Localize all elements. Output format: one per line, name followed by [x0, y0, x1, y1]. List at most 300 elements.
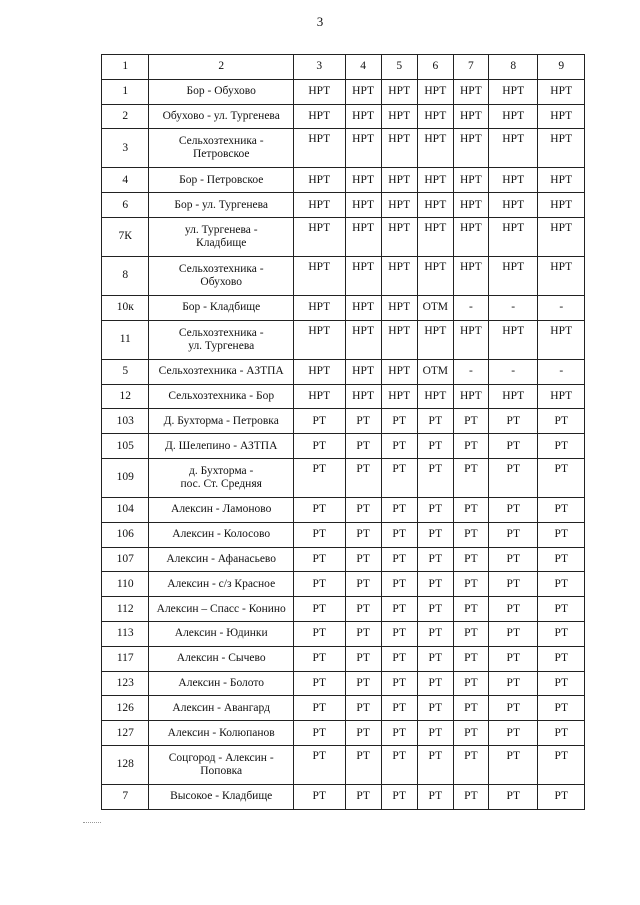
value-cell: РТ [417, 721, 453, 746]
route-name-cell [149, 547, 293, 572]
value-cell: РТ [293, 721, 345, 746]
route-name-cell [149, 409, 293, 434]
value-cell: НРТ [488, 104, 538, 129]
route-code-cell: 117 [102, 646, 149, 671]
value-cell: НРТ [345, 295, 381, 320]
table-row [102, 458, 585, 497]
route-code-cell: 103 [102, 409, 149, 434]
header-cell: 5 [381, 55, 417, 80]
value-cell: РТ [381, 458, 417, 497]
value-cell: РТ [538, 434, 585, 459]
value-cell: НРТ [345, 129, 381, 168]
value-cell: РТ [345, 409, 381, 434]
route-code-cell: 4 [102, 168, 149, 193]
route-code-cell: 10к [102, 295, 149, 320]
value-cell: НРТ [453, 384, 488, 409]
header-cell: 9 [538, 55, 585, 80]
value-cell: НРТ [345, 359, 381, 384]
value-cell: НРТ [488, 193, 538, 218]
page-number: 3 [316, 14, 324, 29]
value-cell: РТ [381, 409, 417, 434]
value-cell: НРТ [538, 79, 585, 104]
route-name-cell [149, 193, 293, 218]
value-cell: РТ [488, 696, 538, 721]
value-cell: РТ [488, 721, 538, 746]
route-code-cell: 109 [102, 458, 149, 497]
value-cell: РТ [488, 497, 538, 522]
value-cell: РТ [488, 434, 538, 459]
route-name-line: Петровское [192, 148, 250, 161]
value-cell: РТ [453, 646, 488, 671]
route-name-line: Алексин - Колюпанов [167, 726, 275, 739]
route-name-cell [149, 784, 293, 809]
route-name-cell [149, 320, 293, 359]
route-name-line: Сельхозтехника - Бор [168, 389, 275, 402]
route-code-cell: 127 [102, 721, 149, 746]
value-cell: РТ [538, 497, 585, 522]
value-cell: - [453, 295, 488, 320]
value-cell: РТ [538, 597, 585, 622]
route-code-cell: 5 [102, 359, 149, 384]
value-cell: РТ [417, 572, 453, 597]
value-cell: РТ [345, 434, 381, 459]
route-name-cell [149, 721, 293, 746]
value-cell: НРТ [417, 104, 453, 129]
value-cell: РТ [345, 696, 381, 721]
route-code-cell: 104 [102, 497, 149, 522]
value-cell: РТ [381, 671, 417, 696]
value-cell: НРТ [381, 320, 417, 359]
route-name-line: Сельхозтехника - [178, 262, 264, 275]
value-cell: РТ [453, 696, 488, 721]
value-cell: РТ [538, 409, 585, 434]
value-cell: РТ [381, 597, 417, 622]
value-cell: НРТ [345, 320, 381, 359]
route-name-line: Алексин - Авангард [172, 701, 270, 714]
route-name-line: Сельхозтехника - [178, 135, 264, 148]
value-cell: РТ [488, 409, 538, 434]
table-row [102, 359, 585, 384]
value-cell: РТ [488, 621, 538, 646]
route-name-line: Сельхозтехника - АЗТПА [158, 365, 284, 378]
value-cell: НРТ [538, 168, 585, 193]
route-code-cell: 3 [102, 129, 149, 168]
value-cell: РТ [453, 547, 488, 572]
value-cell: РТ [417, 671, 453, 696]
route-name-cell [149, 434, 293, 459]
header-cell: 1 [102, 55, 149, 80]
value-cell: РТ [293, 522, 345, 547]
value-cell: НРТ [488, 320, 538, 359]
value-cell: НРТ [417, 129, 453, 168]
value-cell: НРТ [293, 359, 345, 384]
value-cell: НРТ [417, 79, 453, 104]
scan-mark [83, 816, 101, 823]
value-cell: РТ [345, 784, 381, 809]
value-cell: РТ [293, 784, 345, 809]
value-cell: НРТ [381, 217, 417, 256]
routes-table [101, 54, 585, 810]
route-name-line: Обухово - ул. Тургенева [162, 109, 280, 122]
value-cell: НРТ [293, 129, 345, 168]
value-cell: РТ [538, 572, 585, 597]
table-row [102, 547, 585, 572]
value-cell: РТ [293, 497, 345, 522]
route-name-line: пос. Ст. Средняя [180, 477, 262, 490]
route-name-line: ул. Тургенева - [184, 223, 258, 236]
value-cell: РТ [345, 597, 381, 622]
value-cell: НРТ [453, 193, 488, 218]
route-name-line: ул. Тургенева [188, 339, 255, 352]
value-cell: РТ [293, 458, 345, 497]
value-cell: РТ [381, 646, 417, 671]
value-cell: НРТ [538, 256, 585, 295]
value-cell: НРТ [293, 295, 345, 320]
table-row [102, 597, 585, 622]
route-name-line: Алексин - Ламоново [171, 503, 272, 516]
route-name-line: Д. Шелепино - АЗТПА [165, 439, 278, 452]
value-cell: НРТ [417, 320, 453, 359]
route-code-cell: 11 [102, 320, 149, 359]
value-cell: РТ [345, 497, 381, 522]
value-cell: РТ [417, 547, 453, 572]
header-cell: 4 [345, 55, 381, 80]
value-cell: НРТ [417, 217, 453, 256]
value-cell: НРТ [453, 129, 488, 168]
header-cell: 7 [453, 55, 488, 80]
route-code-cell: 128 [102, 745, 149, 784]
table-row [102, 721, 585, 746]
value-cell: РТ [453, 671, 488, 696]
value-cell: НРТ [538, 129, 585, 168]
table-row [102, 522, 585, 547]
route-code-cell: 106 [102, 522, 149, 547]
route-name-cell [149, 359, 293, 384]
route-name-cell [149, 168, 293, 193]
value-cell: РТ [417, 646, 453, 671]
value-cell: - [453, 359, 488, 384]
value-cell: РТ [381, 721, 417, 746]
table-row [102, 217, 585, 256]
value-cell: РТ [417, 597, 453, 622]
value-cell: НРТ [381, 295, 417, 320]
value-cell: НРТ [381, 168, 417, 193]
table-row [102, 193, 585, 218]
value-cell: НРТ [381, 384, 417, 409]
route-code-cell: 126 [102, 696, 149, 721]
value-cell: НРТ [293, 104, 345, 129]
value-cell: РТ [381, 621, 417, 646]
value-cell: РТ [417, 409, 453, 434]
value-cell: НРТ [381, 129, 417, 168]
value-cell: РТ [538, 784, 585, 809]
value-cell: РТ [293, 621, 345, 646]
route-name-cell [149, 497, 293, 522]
route-name-line: Д. Бухторма - Петровка [163, 414, 279, 427]
value-cell: НРТ [381, 359, 417, 384]
value-cell: РТ [488, 522, 538, 547]
route-name-cell [149, 295, 293, 320]
route-name-cell [149, 621, 293, 646]
route-name-cell [149, 217, 293, 256]
value-cell: РТ [417, 458, 453, 497]
value-cell: НРТ [453, 79, 488, 104]
value-cell: РТ [453, 434, 488, 459]
table-row [102, 646, 585, 671]
value-cell: РТ [293, 646, 345, 671]
table-body [102, 55, 585, 810]
value-cell: РТ [381, 572, 417, 597]
table-row [102, 409, 585, 434]
value-cell: РТ [293, 597, 345, 622]
value-cell: НРТ [293, 217, 345, 256]
value-cell: РТ [293, 671, 345, 696]
route-name-line: Соцгород - Алексин - [168, 751, 274, 764]
route-name-line: Алексин - с/з Красное [167, 577, 276, 590]
value-cell: РТ [417, 696, 453, 721]
value-cell: НРТ [293, 384, 345, 409]
value-cell: НРТ [417, 384, 453, 409]
value-cell: РТ [538, 458, 585, 497]
value-cell: РТ [488, 458, 538, 497]
value-cell: РТ [453, 784, 488, 809]
value-cell: РТ [538, 621, 585, 646]
value-cell: РТ [345, 721, 381, 746]
route-code-cell: 1 [102, 79, 149, 104]
header-cell: 2 [149, 55, 293, 80]
table-row [102, 384, 585, 409]
value-cell: РТ [345, 621, 381, 646]
route-name-line: Бор - Петровское [179, 173, 264, 186]
value-cell: НРТ [538, 104, 585, 129]
route-code-cell: 2 [102, 104, 149, 129]
value-cell: РТ [538, 745, 585, 784]
route-code-cell: 7 [102, 784, 149, 809]
value-cell: НРТ [381, 79, 417, 104]
value-cell: РТ [453, 621, 488, 646]
route-code-cell: 107 [102, 547, 149, 572]
value-cell: НРТ [488, 256, 538, 295]
value-cell: - [538, 295, 585, 320]
route-name-line: Поповка [200, 764, 243, 777]
value-cell: НРТ [538, 384, 585, 409]
route-code-cell: 113 [102, 621, 149, 646]
value-cell: РТ [381, 784, 417, 809]
value-cell: НРТ [345, 256, 381, 295]
route-name-line: Алексин - Сычево [176, 652, 266, 665]
value-cell: РТ [453, 745, 488, 784]
route-name-cell [149, 79, 293, 104]
value-cell: РТ [293, 434, 345, 459]
value-cell: НРТ [345, 193, 381, 218]
value-cell: НРТ [345, 384, 381, 409]
route-code-cell: 105 [102, 434, 149, 459]
value-cell: НРТ [417, 193, 453, 218]
value-cell: НРТ [538, 193, 585, 218]
route-name-line: Бор - Обухово [186, 85, 256, 98]
route-name-cell [149, 129, 293, 168]
value-cell: НРТ [488, 79, 538, 104]
route-name-cell [149, 522, 293, 547]
route-name-line: Высокое - Кладбище [170, 790, 273, 803]
value-cell: РТ [417, 522, 453, 547]
route-name-line: Кладбище [196, 236, 247, 249]
value-cell: НРТ [453, 168, 488, 193]
route-name-line: Обухово [200, 275, 243, 288]
header-cell: 8 [488, 55, 538, 80]
value-cell: НРТ [453, 256, 488, 295]
value-cell: РТ [453, 522, 488, 547]
value-cell: РТ [417, 621, 453, 646]
value-cell: НРТ [381, 104, 417, 129]
route-code-cell: 7К [102, 217, 149, 256]
value-cell: ОТМ [417, 295, 453, 320]
value-cell: РТ [345, 646, 381, 671]
value-cell: НРТ [345, 168, 381, 193]
value-cell: РТ [381, 696, 417, 721]
route-name-cell [149, 597, 293, 622]
value-cell: РТ [381, 522, 417, 547]
value-cell: РТ [381, 547, 417, 572]
table-row [102, 320, 585, 359]
value-cell: НРТ [293, 320, 345, 359]
route-name-line: Алексин - Болото [178, 676, 265, 689]
value-cell: РТ [453, 458, 488, 497]
value-cell: РТ [538, 671, 585, 696]
value-cell: - [538, 359, 585, 384]
value-cell: НРТ [345, 104, 381, 129]
route-name-line: Алексин – Спасс - Конино [156, 602, 286, 615]
value-cell: НРТ [488, 168, 538, 193]
header-cell: 6 [417, 55, 453, 80]
table-row [102, 434, 585, 459]
route-name-cell [149, 384, 293, 409]
value-cell: ОТМ [417, 359, 453, 384]
route-name-cell [149, 104, 293, 129]
value-cell: РТ [453, 409, 488, 434]
route-code-cell: 112 [102, 597, 149, 622]
table-header-row [102, 55, 585, 80]
value-cell: - [488, 295, 538, 320]
table-row [102, 745, 585, 784]
value-cell: НРТ [293, 79, 345, 104]
route-name-line: Бор - Кладбище [182, 301, 261, 314]
value-cell: РТ [453, 597, 488, 622]
value-cell: РТ [488, 784, 538, 809]
table-row [102, 696, 585, 721]
route-name-line: Алексин - Юдинки [174, 627, 268, 640]
route-code-cell: 123 [102, 671, 149, 696]
value-cell: РТ [293, 572, 345, 597]
table-row [102, 79, 585, 104]
value-cell: РТ [417, 497, 453, 522]
value-cell: РТ [488, 646, 538, 671]
route-name-cell [149, 646, 293, 671]
table-row [102, 256, 585, 295]
value-cell: НРТ [488, 217, 538, 256]
route-code-cell: 110 [102, 572, 149, 597]
value-cell: НРТ [381, 193, 417, 218]
value-cell: РТ [381, 745, 417, 784]
table-row [102, 104, 585, 129]
route-name-line: Сельхозтехника - [178, 326, 264, 339]
value-cell: НРТ [417, 168, 453, 193]
value-cell: РТ [293, 745, 345, 784]
value-cell: - [488, 359, 538, 384]
value-cell: РТ [417, 784, 453, 809]
value-cell: НРТ [453, 320, 488, 359]
value-cell: РТ [293, 547, 345, 572]
value-cell: РТ [488, 572, 538, 597]
route-code-cell: 12 [102, 384, 149, 409]
route-name-cell [149, 671, 293, 696]
value-cell: РТ [293, 409, 345, 434]
value-cell: РТ [538, 646, 585, 671]
value-cell: РТ [488, 745, 538, 784]
value-cell: РТ [345, 522, 381, 547]
route-name-cell [149, 458, 293, 497]
route-name-line: Бор - ул. Тургенева [174, 198, 269, 211]
header-cell: 3 [293, 55, 345, 80]
value-cell: РТ [417, 434, 453, 459]
value-cell: НРТ [417, 256, 453, 295]
value-cell: РТ [345, 745, 381, 784]
value-cell: РТ [488, 547, 538, 572]
value-cell: НРТ [488, 129, 538, 168]
route-name-cell [149, 256, 293, 295]
value-cell: НРТ [293, 168, 345, 193]
value-cell: РТ [453, 721, 488, 746]
value-cell: НРТ [453, 104, 488, 129]
value-cell: НРТ [488, 384, 538, 409]
table-row [102, 671, 585, 696]
table-row [102, 129, 585, 168]
route-name-line: Алексин - Колосово [172, 528, 271, 541]
table-row [102, 497, 585, 522]
route-name-cell [149, 745, 293, 784]
route-name-line: Алексин - Афанасьево [166, 552, 277, 565]
route-name-cell [149, 696, 293, 721]
value-cell: РТ [345, 547, 381, 572]
value-cell: НРТ [381, 256, 417, 295]
value-cell: РТ [538, 696, 585, 721]
route-name-line: д. Бухторма - [189, 464, 254, 477]
value-cell: РТ [453, 497, 488, 522]
value-cell: РТ [538, 547, 585, 572]
table-row [102, 621, 585, 646]
table-row [102, 572, 585, 597]
value-cell: РТ [453, 572, 488, 597]
value-cell: НРТ [453, 217, 488, 256]
table-row [102, 784, 585, 809]
value-cell: НРТ [293, 256, 345, 295]
value-cell: НРТ [293, 193, 345, 218]
value-cell: НРТ [345, 217, 381, 256]
value-cell: РТ [538, 721, 585, 746]
value-cell: РТ [381, 497, 417, 522]
route-code-cell: 6 [102, 193, 149, 218]
value-cell: РТ [488, 597, 538, 622]
route-code-cell: 8 [102, 256, 149, 295]
table-row [102, 168, 585, 193]
value-cell: НРТ [538, 217, 585, 256]
value-cell: РТ [345, 458, 381, 497]
value-cell: РТ [381, 434, 417, 459]
value-cell: НРТ [345, 79, 381, 104]
value-cell: РТ [488, 671, 538, 696]
route-name-cell [149, 572, 293, 597]
value-cell: РТ [345, 671, 381, 696]
